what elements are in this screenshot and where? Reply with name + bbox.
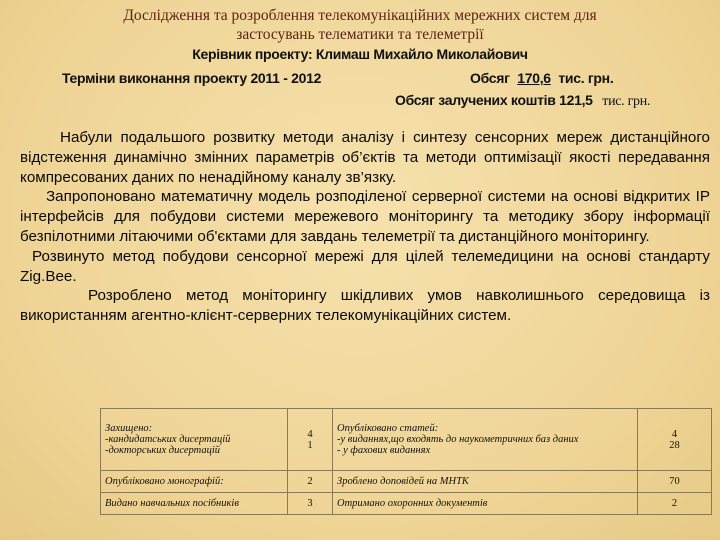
paragraph: Розвинуто метод побудови сенсорної мережі для цілей телемедицини на основі стандарту Zig.Bee. xyxy=(20,247,710,285)
patents-label: Отримано охоронних документів xyxy=(333,493,638,515)
paragraph: Запропоновано математичну модель розподіленої серверної системи на основі відкритих IP інтерфейсів для побудови системи мережевого моніторингу та методику збору інформації безпілотними літаючими об'єктами для завдань телеметрії та дистанційного моніторингу. xyxy=(20,188,710,245)
table-row xyxy=(101,471,712,493)
cell-line: Опубліковано статей: xyxy=(337,423,439,434)
raised-label: Обсяг залучених коштів 121,5 xyxy=(395,92,593,108)
raised-funds xyxy=(395,92,650,110)
monographs-label: Опубліковано монографій: xyxy=(101,471,288,493)
cell-line: -кандидатських дисертацій xyxy=(105,434,231,445)
cell-value: 1 xyxy=(307,439,313,451)
project-volume xyxy=(470,70,613,86)
monographs-value: 2 xyxy=(288,471,333,493)
volume-unit: тис. грн. xyxy=(558,70,614,86)
volume-value: 170,6 xyxy=(517,70,551,86)
paragraph: Розроблено метод моніторингу шкідливих умов навколишнього середовища із використанням агентно-клієнт-серверних телекомунікаційних систем. xyxy=(20,287,710,325)
project-supervisor: Керівник проекту: Климаш Михайло Миколайович xyxy=(192,46,528,62)
reports-label: Зроблено доповідей на МНТК xyxy=(333,471,638,493)
paragraph: Набули подальшого розвитку методи аналізу і синтезу сенсорних мереж дистанційного відстеження динамічно змінних параметрів об’єктів та методи оптимізації якості передавання компресованих даних по ненадійному каналу зв’язку. xyxy=(20,129,710,186)
title-line: Дослідження та розроблення телекомунікаційних мережних систем для xyxy=(123,7,597,24)
results-text xyxy=(20,128,710,326)
volume-label: Обсяг xyxy=(470,70,510,86)
cell-line: Захищено: xyxy=(105,423,153,434)
cell-line: -докторських дисертацій xyxy=(105,445,221,456)
raised-unit: тис. грн. xyxy=(602,94,651,109)
reports-value: 70 xyxy=(638,471,712,493)
textbooks-value: 3 xyxy=(288,493,333,515)
articles-values xyxy=(638,409,712,471)
defended-values xyxy=(288,409,333,471)
defended-label xyxy=(101,409,288,471)
cell-line: - у фахових виданнях xyxy=(337,445,431,456)
cell-value: 4 xyxy=(307,428,313,440)
cell-line: -у виданнях,що входять до наукометричних баз даних xyxy=(337,434,579,445)
table-row xyxy=(101,493,712,515)
cell-value: 28 xyxy=(669,439,680,451)
project-terms: Терміни виконання проекту 2011 - 2012 xyxy=(62,70,322,86)
articles-label xyxy=(333,409,638,471)
slide-title xyxy=(20,6,700,44)
cell-value: 4 xyxy=(671,428,678,440)
title-line: застосувань телематики та телеметрії xyxy=(236,26,484,43)
statistics-table xyxy=(100,408,712,515)
patents-value: 2 xyxy=(638,493,712,515)
table-row xyxy=(101,409,712,471)
textbooks-label: Видано навчальних посібників xyxy=(101,493,288,515)
